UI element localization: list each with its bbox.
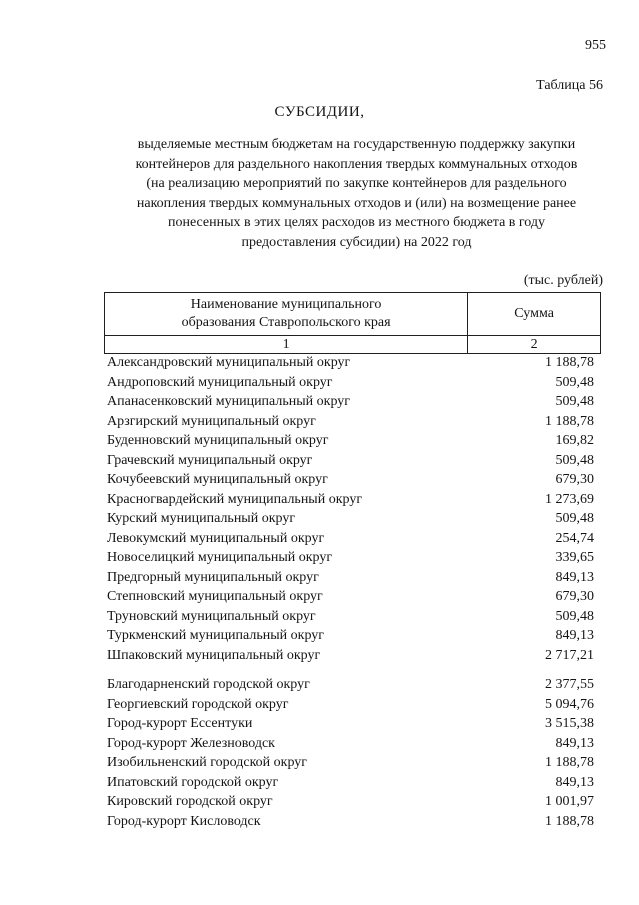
- column-header-name-line2: образования Ставропольского края: [181, 315, 391, 330]
- subsidy-amount: 1 273,69: [545, 491, 594, 507]
- municipality-name: Благодарненский городской округ: [107, 677, 310, 692]
- table-row: [107, 773, 594, 793]
- subtitle-line: накопления твердых коммунальных отходов и (или) на возмещение ранее: [136, 195, 577, 211]
- municipality-name: Степновский муниципальный округ: [107, 589, 323, 604]
- table-body: [107, 353, 594, 831]
- column-header-sum: Сумма: [468, 293, 601, 336]
- municipality-name: Апанасенковский муниципальный округ: [107, 394, 351, 409]
- municipality-name: Курский муниципальный округ: [107, 511, 296, 526]
- subtitle-line: предоставления субсидии) на 2022 год: [241, 234, 472, 250]
- subsidy-amount: 679,30: [555, 472, 594, 487]
- subsidy-amount: 2 717,21: [545, 647, 594, 663]
- subsidy-amount: 509,48: [555, 394, 594, 409]
- municipality-name: Красногвардейский муниципальный округ: [107, 491, 363, 507]
- subtitle-line: контейнеров для раздельного накопления твердых коммунальных отходов: [135, 156, 578, 172]
- subsidy-amount: 1 188,78: [545, 755, 594, 770]
- subsidy-amount: 1 188,78: [545, 413, 594, 429]
- municipality-name: Буденновский муниципальный округ: [107, 433, 329, 448]
- table-row: [107, 675, 594, 695]
- municipal-okrugs-group: [107, 353, 594, 665]
- subtitle-line: понесенных в этих целях расходов из местного бюджета в году: [167, 215, 546, 230]
- municipality-name: Александровский муниципальный округ: [107, 355, 351, 370]
- column-header-name-line1: Наименование муниципального: [190, 297, 382, 312]
- municipality-name: Предгорный муниципальный округ: [107, 569, 319, 585]
- table-row: [107, 509, 594, 529]
- subsidy-amount: 254,74: [555, 530, 594, 546]
- table-row: [107, 470, 594, 490]
- table-row: [107, 529, 594, 549]
- document-subtitle: [100, 135, 613, 252]
- subsidy-amount: 509,48: [555, 511, 594, 526]
- municipality-name: Кочубеевский муниципальный округ: [107, 472, 328, 487]
- subsidy-amount: 1 188,78: [545, 813, 594, 829]
- group-separator: [107, 665, 594, 675]
- column-number-1: 1: [105, 336, 468, 354]
- table-row: [107, 812, 594, 832]
- municipality-name: Туркменский муниципальный округ: [107, 628, 324, 643]
- municipality-name: Новоселицкий муниципальный округ: [107, 550, 333, 565]
- subsidy-amount: 1 001,97: [545, 794, 594, 809]
- municipality-name: Левокумский муниципальный округ: [107, 530, 325, 546]
- municipality-name: Арзгирский муниципальный округ: [107, 413, 316, 429]
- municipality-name: Город-курорт Ессентуки: [107, 716, 253, 731]
- subsidy-amount: 1 188,78: [545, 355, 594, 370]
- page-number: 955: [585, 38, 606, 53]
- table-row: [107, 695, 594, 715]
- municipality-name: Город-курорт Железноводск: [107, 735, 275, 751]
- subsidy-amount: 3 515,38: [545, 716, 594, 731]
- municipality-name: Георгиевский городской округ: [107, 696, 289, 712]
- subsidy-amount: 849,13: [555, 735, 594, 751]
- table-row: [107, 568, 594, 588]
- subsidy-amount: 849,13: [555, 628, 594, 643]
- table-row: [107, 412, 594, 432]
- municipality-name: Ипатовский городской округ: [107, 774, 279, 790]
- subsidy-amount: 849,13: [555, 569, 594, 585]
- municipality-name: Город-курорт Кисловодск: [107, 813, 261, 829]
- table-row: [107, 753, 594, 773]
- table-row: [107, 373, 594, 393]
- subtitle-line: (на реализацию мероприятий по закупке контейнеров для раздельного: [146, 176, 567, 191]
- table-row: [107, 431, 594, 451]
- table-row: [107, 451, 594, 471]
- subsidy-amount: 2 377,55: [545, 677, 594, 692]
- subtitle-line: выделяемые местным бюджетам на государственную поддержку закупки: [137, 137, 576, 152]
- table-row: [107, 734, 594, 754]
- municipality-name: Грачевский муниципальный округ: [107, 452, 313, 468]
- table-row: [107, 646, 594, 666]
- subsidy-amount: 5 094,76: [545, 696, 594, 712]
- table-row: [107, 792, 594, 812]
- subsidy-amount: 849,13: [555, 774, 594, 790]
- subsidy-amount: 509,48: [555, 608, 594, 624]
- municipality-name: Андроповский муниципальный округ: [107, 374, 333, 390]
- subsidy-amount: 509,48: [555, 452, 594, 468]
- table-row: [107, 607, 594, 627]
- municipality-name: Изобильненский городской округ: [107, 755, 308, 770]
- table-row: [107, 353, 594, 373]
- municipality-name: Труновский муниципальный округ: [107, 608, 316, 624]
- subsidy-amount: 169,82: [555, 433, 594, 448]
- column-number-2: 2: [468, 336, 601, 354]
- table-row: [107, 587, 594, 607]
- units-label: (тыс. рублей): [523, 273, 603, 288]
- municipality-name: Шпаковский муниципальный округ: [107, 647, 321, 663]
- table-row: [107, 392, 594, 412]
- subsidy-amount: 509,48: [555, 374, 594, 390]
- table-row: [107, 714, 594, 734]
- column-header-name: [105, 293, 468, 336]
- municipality-name: Кировский городской округ: [107, 794, 273, 809]
- table-row: [107, 626, 594, 646]
- document-title: СУБСИДИИ,: [274, 104, 365, 120]
- table-row: [107, 490, 594, 510]
- table-row: [107, 548, 594, 568]
- city-okrugs-group: [107, 675, 594, 831]
- table-header: [104, 292, 601, 354]
- table-label: Таблица 56: [536, 78, 603, 93]
- subsidy-amount: 679,30: [555, 589, 594, 604]
- subsidy-amount: 339,65: [555, 550, 594, 565]
